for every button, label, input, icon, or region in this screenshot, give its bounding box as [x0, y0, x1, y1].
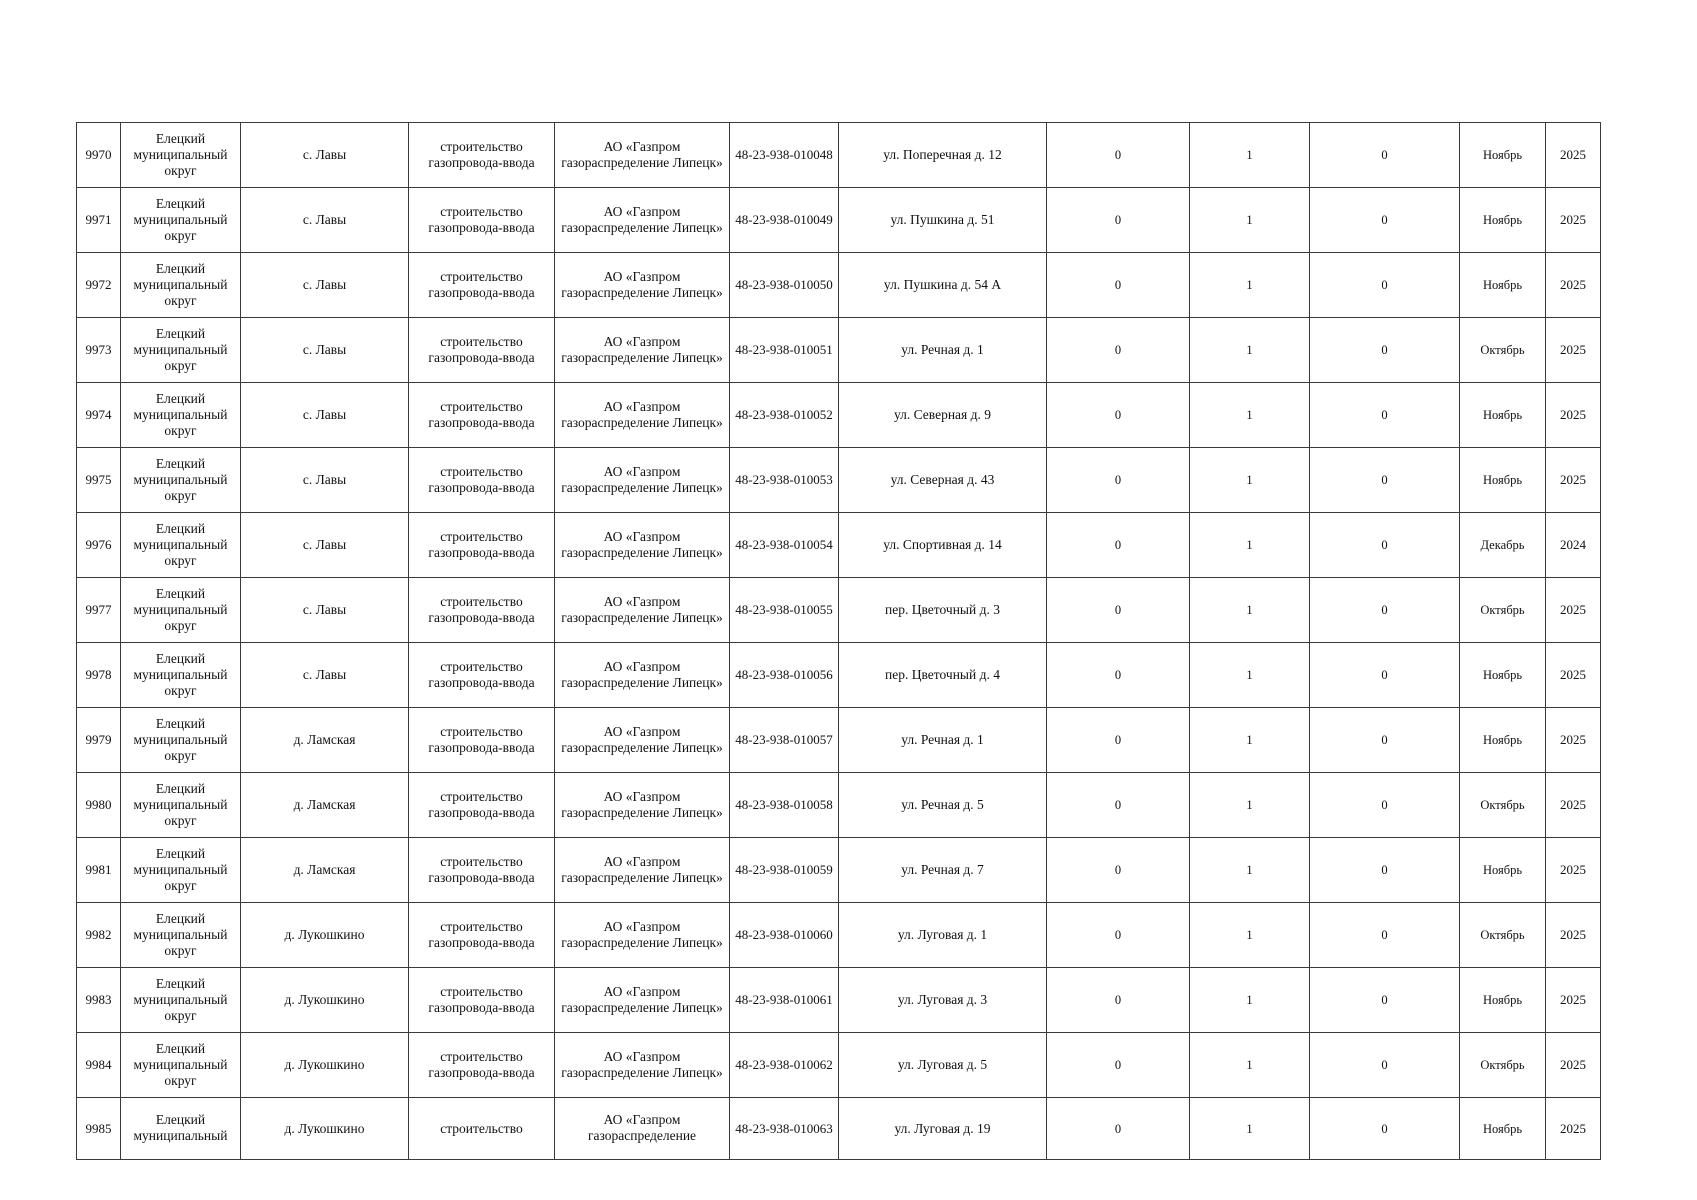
object-code-cell: 48-23-938-010057 [730, 708, 839, 773]
table-row [77, 578, 1601, 643]
work-type-cell: строительство газопровода-ввода [409, 578, 555, 643]
settlement-cell: с. Лавы [241, 513, 409, 578]
work-type-cell: строительство газопровода-ввода [409, 903, 555, 968]
work-type-cell: строительство газопровода-ввода [409, 773, 555, 838]
value-3-cell: 0 [1310, 968, 1460, 1033]
year-cell: 2025 [1546, 708, 1601, 773]
month-cell: Ноябрь [1460, 968, 1546, 1033]
table-row [77, 708, 1601, 773]
value-3-cell: 0 [1310, 903, 1460, 968]
object-code-cell: 48-23-938-010062 [730, 1033, 839, 1098]
month-cell: Ноябрь [1460, 123, 1546, 188]
address-cell: ул. Луговая д. 1 [839, 903, 1047, 968]
value-3-cell: 0 [1310, 578, 1460, 643]
address-cell: ул. Луговая д. 5 [839, 1033, 1047, 1098]
value-2-cell: 1 [1190, 318, 1310, 383]
value-3-cell: 0 [1310, 838, 1460, 903]
row-number-cell: 9983 [77, 968, 121, 1033]
month-cell: Декабрь [1460, 513, 1546, 578]
settlement-cell: с. Лавы [241, 318, 409, 383]
table-row [77, 383, 1601, 448]
value-3-cell: 0 [1310, 1098, 1460, 1160]
work-type-cell: строительство газопровода-ввода [409, 1033, 555, 1098]
organization-cell: АО «Газпром газораспределение Липецк» [555, 253, 730, 318]
month-cell: Ноябрь [1460, 1098, 1546, 1160]
value-1-cell: 0 [1047, 188, 1190, 253]
address-cell: ул. Поперечная д. 12 [839, 123, 1047, 188]
object-code-cell: 48-23-938-010051 [730, 318, 839, 383]
value-2-cell: 1 [1190, 578, 1310, 643]
settlement-cell: д. Лукошкино [241, 968, 409, 1033]
organization-cell: АО «Газпром газораспределение Липецк» [555, 318, 730, 383]
organization-cell: АО «Газпром газораспределение Липецк» [555, 643, 730, 708]
month-cell: Ноябрь [1460, 708, 1546, 773]
table-row [77, 253, 1601, 318]
value-1-cell: 0 [1047, 968, 1190, 1033]
value-3-cell: 0 [1310, 643, 1460, 708]
settlement-cell: д. Ламская [241, 708, 409, 773]
district-cell: Елецкий муниципальный округ [121, 123, 241, 188]
value-1-cell: 0 [1047, 448, 1190, 513]
object-code-cell: 48-23-938-010055 [730, 578, 839, 643]
settlement-cell: д. Ламская [241, 838, 409, 903]
month-cell: Ноябрь [1460, 448, 1546, 513]
address-cell: ул. Северная д. 43 [839, 448, 1047, 513]
month-cell: Октябрь [1460, 318, 1546, 383]
work-type-cell: строительство [409, 1098, 555, 1160]
table-row [77, 838, 1601, 903]
row-number-cell: 9980 [77, 773, 121, 838]
table-row [77, 513, 1601, 578]
year-cell: 2025 [1546, 188, 1601, 253]
value-2-cell: 1 [1190, 773, 1310, 838]
address-cell: ул. Луговая д. 3 [839, 968, 1047, 1033]
address-cell: пер. Цветочный д. 3 [839, 578, 1047, 643]
district-cell: Елецкий муниципальный округ [121, 903, 241, 968]
work-type-cell: строительство газопровода-ввода [409, 448, 555, 513]
district-cell: Елецкий муниципальный округ [121, 838, 241, 903]
organization-cell: АО «Газпром газораспределение Липецк» [555, 773, 730, 838]
row-number-cell: 9971 [77, 188, 121, 253]
district-cell: Елецкий муниципальный округ [121, 773, 241, 838]
value-2-cell: 1 [1190, 643, 1310, 708]
district-cell: Елецкий муниципальный округ [121, 708, 241, 773]
address-cell: ул. Пушкина д. 51 [839, 188, 1047, 253]
value-2-cell: 1 [1190, 968, 1310, 1033]
address-cell: ул. Речная д. 1 [839, 708, 1047, 773]
table-row [77, 318, 1601, 383]
settlement-cell: д. Лукошкино [241, 1098, 409, 1160]
value-1-cell: 0 [1047, 838, 1190, 903]
work-type-cell: строительство газопровода-ввода [409, 968, 555, 1033]
value-3-cell: 0 [1310, 123, 1460, 188]
value-3-cell: 0 [1310, 253, 1460, 318]
value-3-cell: 0 [1310, 708, 1460, 773]
address-cell: ул. Речная д. 5 [839, 773, 1047, 838]
settlement-cell: с. Лавы [241, 123, 409, 188]
address-cell: ул. Луговая д. 19 [839, 1098, 1047, 1160]
district-cell: Елецкий муниципальный округ [121, 188, 241, 253]
organization-cell: АО «Газпром газораспределение Липецк» [555, 578, 730, 643]
object-code-cell: 48-23-938-010056 [730, 643, 839, 708]
work-type-cell: строительство газопровода-ввода [409, 188, 555, 253]
table-row [77, 123, 1601, 188]
settlement-cell: с. Лавы [241, 253, 409, 318]
month-cell: Октябрь [1460, 1033, 1546, 1098]
value-1-cell: 0 [1047, 318, 1190, 383]
month-cell: Ноябрь [1460, 188, 1546, 253]
address-cell: ул. Речная д. 7 [839, 838, 1047, 903]
row-number-cell: 9978 [77, 643, 121, 708]
row-number-cell: 9984 [77, 1033, 121, 1098]
value-2-cell: 1 [1190, 1098, 1310, 1160]
district-cell: Елецкий муниципальный округ [121, 253, 241, 318]
value-1-cell: 0 [1047, 773, 1190, 838]
year-cell: 2025 [1546, 123, 1601, 188]
organization-cell: АО «Газпром газораспределение Липецк» [555, 448, 730, 513]
value-3-cell: 0 [1310, 318, 1460, 383]
district-cell: Елецкий муниципальный округ [121, 968, 241, 1033]
address-cell: пер. Цветочный д. 4 [839, 643, 1047, 708]
organization-cell: АО «Газпром газораспределение Липецк» [555, 1033, 730, 1098]
organization-cell: АО «Газпром газораспределение Липецк» [555, 968, 730, 1033]
value-1-cell: 0 [1047, 1033, 1190, 1098]
month-cell: Октябрь [1460, 903, 1546, 968]
month-cell: Ноябрь [1460, 253, 1546, 318]
work-type-cell: строительство газопровода-ввода [409, 513, 555, 578]
row-number-cell: 9970 [77, 123, 121, 188]
object-code-cell: 48-23-938-010049 [730, 188, 839, 253]
year-cell: 2025 [1546, 838, 1601, 903]
settlement-cell: с. Лавы [241, 188, 409, 253]
row-number-cell: 9981 [77, 838, 121, 903]
work-type-cell: строительство газопровода-ввода [409, 123, 555, 188]
value-1-cell: 0 [1047, 123, 1190, 188]
row-number-cell: 9975 [77, 448, 121, 513]
row-number-cell: 9979 [77, 708, 121, 773]
settlement-cell: с. Лавы [241, 383, 409, 448]
month-cell: Октябрь [1460, 773, 1546, 838]
value-1-cell: 0 [1047, 383, 1190, 448]
value-3-cell: 0 [1310, 1033, 1460, 1098]
address-cell: ул. Речная д. 1 [839, 318, 1047, 383]
value-1-cell: 0 [1047, 253, 1190, 318]
value-3-cell: 0 [1310, 773, 1460, 838]
settlement-cell: с. Лавы [241, 448, 409, 513]
organization-cell: АО «Газпром газораспределение Липецк» [555, 123, 730, 188]
district-cell: Елецкий муниципальный округ [121, 578, 241, 643]
object-code-cell: 48-23-938-010059 [730, 838, 839, 903]
work-type-cell: строительство газопровода-ввода [409, 383, 555, 448]
table-row [77, 903, 1601, 968]
district-cell: Елецкий муниципальный округ [121, 448, 241, 513]
table-row [77, 188, 1601, 253]
work-type-cell: строительство газопровода-ввода [409, 643, 555, 708]
row-number-cell: 9977 [77, 578, 121, 643]
row-number-cell: 9972 [77, 253, 121, 318]
object-code-cell: 48-23-938-010054 [730, 513, 839, 578]
object-code-cell: 48-23-938-010052 [730, 383, 839, 448]
month-cell: Октябрь [1460, 578, 1546, 643]
value-2-cell: 1 [1190, 1033, 1310, 1098]
value-3-cell: 0 [1310, 448, 1460, 513]
row-number-cell: 9982 [77, 903, 121, 968]
organization-cell: АО «Газпром газораспределение Липецк» [555, 903, 730, 968]
object-code-cell: 48-23-938-010058 [730, 773, 839, 838]
row-number-cell: 9973 [77, 318, 121, 383]
address-cell: ул. Северная д. 9 [839, 383, 1047, 448]
district-cell: Елецкий муниципальный округ [121, 643, 241, 708]
table-row [77, 773, 1601, 838]
address-cell: ул. Пушкина д. 54 А [839, 253, 1047, 318]
object-code-cell: 48-23-938-010053 [730, 448, 839, 513]
year-cell: 2025 [1546, 773, 1601, 838]
year-cell: 2025 [1546, 578, 1601, 643]
row-number-cell: 9974 [77, 383, 121, 448]
organization-cell: АО «Газпром газораспределение Липецк» [555, 708, 730, 773]
organization-cell: АО «Газпром газораспределение Липецк» [555, 383, 730, 448]
month-cell: Ноябрь [1460, 838, 1546, 903]
settlement-cell: д. Ламская [241, 773, 409, 838]
value-2-cell: 1 [1190, 903, 1310, 968]
table-row [77, 1033, 1601, 1098]
value-2-cell: 1 [1190, 123, 1310, 188]
settlement-cell: д. Лукошкино [241, 1033, 409, 1098]
month-cell: Ноябрь [1460, 643, 1546, 708]
object-code-cell: 48-23-938-010060 [730, 903, 839, 968]
year-cell: 2025 [1546, 448, 1601, 513]
year-cell: 2025 [1546, 1098, 1601, 1160]
value-1-cell: 0 [1047, 1098, 1190, 1160]
organization-cell: АО «Газпром газораспределение Липецк» [555, 838, 730, 903]
year-cell: 2025 [1546, 968, 1601, 1033]
value-3-cell: 0 [1310, 383, 1460, 448]
address-cell: ул. Спортивная д. 14 [839, 513, 1047, 578]
organization-cell: АО «Газпром газораспределение Липецк» [555, 188, 730, 253]
table-row [77, 968, 1601, 1033]
table-row [77, 643, 1601, 708]
value-2-cell: 1 [1190, 448, 1310, 513]
value-3-cell: 0 [1310, 188, 1460, 253]
organization-cell: АО «Газпром газораспределение [555, 1098, 730, 1160]
table-row [77, 1098, 1601, 1160]
work-type-cell: строительство газопровода-ввода [409, 708, 555, 773]
object-code-cell: 48-23-938-010048 [730, 123, 839, 188]
work-type-cell: строительство газопровода-ввода [409, 318, 555, 383]
district-cell: Елецкий муниципальный [121, 1098, 241, 1160]
table-row [77, 448, 1601, 513]
district-cell: Елецкий муниципальный округ [121, 383, 241, 448]
year-cell: 2025 [1546, 903, 1601, 968]
gas-connection-table [76, 122, 1601, 1160]
value-1-cell: 0 [1047, 513, 1190, 578]
value-1-cell: 0 [1047, 643, 1190, 708]
value-2-cell: 1 [1190, 708, 1310, 773]
month-cell: Ноябрь [1460, 383, 1546, 448]
value-2-cell: 1 [1190, 383, 1310, 448]
row-number-cell: 9976 [77, 513, 121, 578]
value-3-cell: 0 [1310, 513, 1460, 578]
object-code-cell: 48-23-938-010050 [730, 253, 839, 318]
value-2-cell: 1 [1190, 253, 1310, 318]
row-number-cell: 9985 [77, 1098, 121, 1160]
value-1-cell: 0 [1047, 578, 1190, 643]
settlement-cell: с. Лавы [241, 578, 409, 643]
organization-cell: АО «Газпром газораспределение Липецк» [555, 513, 730, 578]
value-2-cell: 1 [1190, 513, 1310, 578]
district-cell: Елецкий муниципальный округ [121, 1033, 241, 1098]
work-type-cell: строительство газопровода-ввода [409, 253, 555, 318]
value-2-cell: 1 [1190, 838, 1310, 903]
district-cell: Елецкий муниципальный округ [121, 318, 241, 383]
value-1-cell: 0 [1047, 708, 1190, 773]
settlement-cell: д. Лукошкино [241, 903, 409, 968]
year-cell: 2024 [1546, 513, 1601, 578]
value-2-cell: 1 [1190, 188, 1310, 253]
object-code-cell: 48-23-938-010061 [730, 968, 839, 1033]
year-cell: 2025 [1546, 643, 1601, 708]
year-cell: 2025 [1546, 253, 1601, 318]
object-code-cell: 48-23-938-010063 [730, 1098, 839, 1160]
year-cell: 2025 [1546, 318, 1601, 383]
work-type-cell: строительство газопровода-ввода [409, 838, 555, 903]
value-1-cell: 0 [1047, 903, 1190, 968]
district-cell: Елецкий муниципальный округ [121, 513, 241, 578]
settlement-cell: с. Лавы [241, 643, 409, 708]
year-cell: 2025 [1546, 1033, 1601, 1098]
year-cell: 2025 [1546, 383, 1601, 448]
